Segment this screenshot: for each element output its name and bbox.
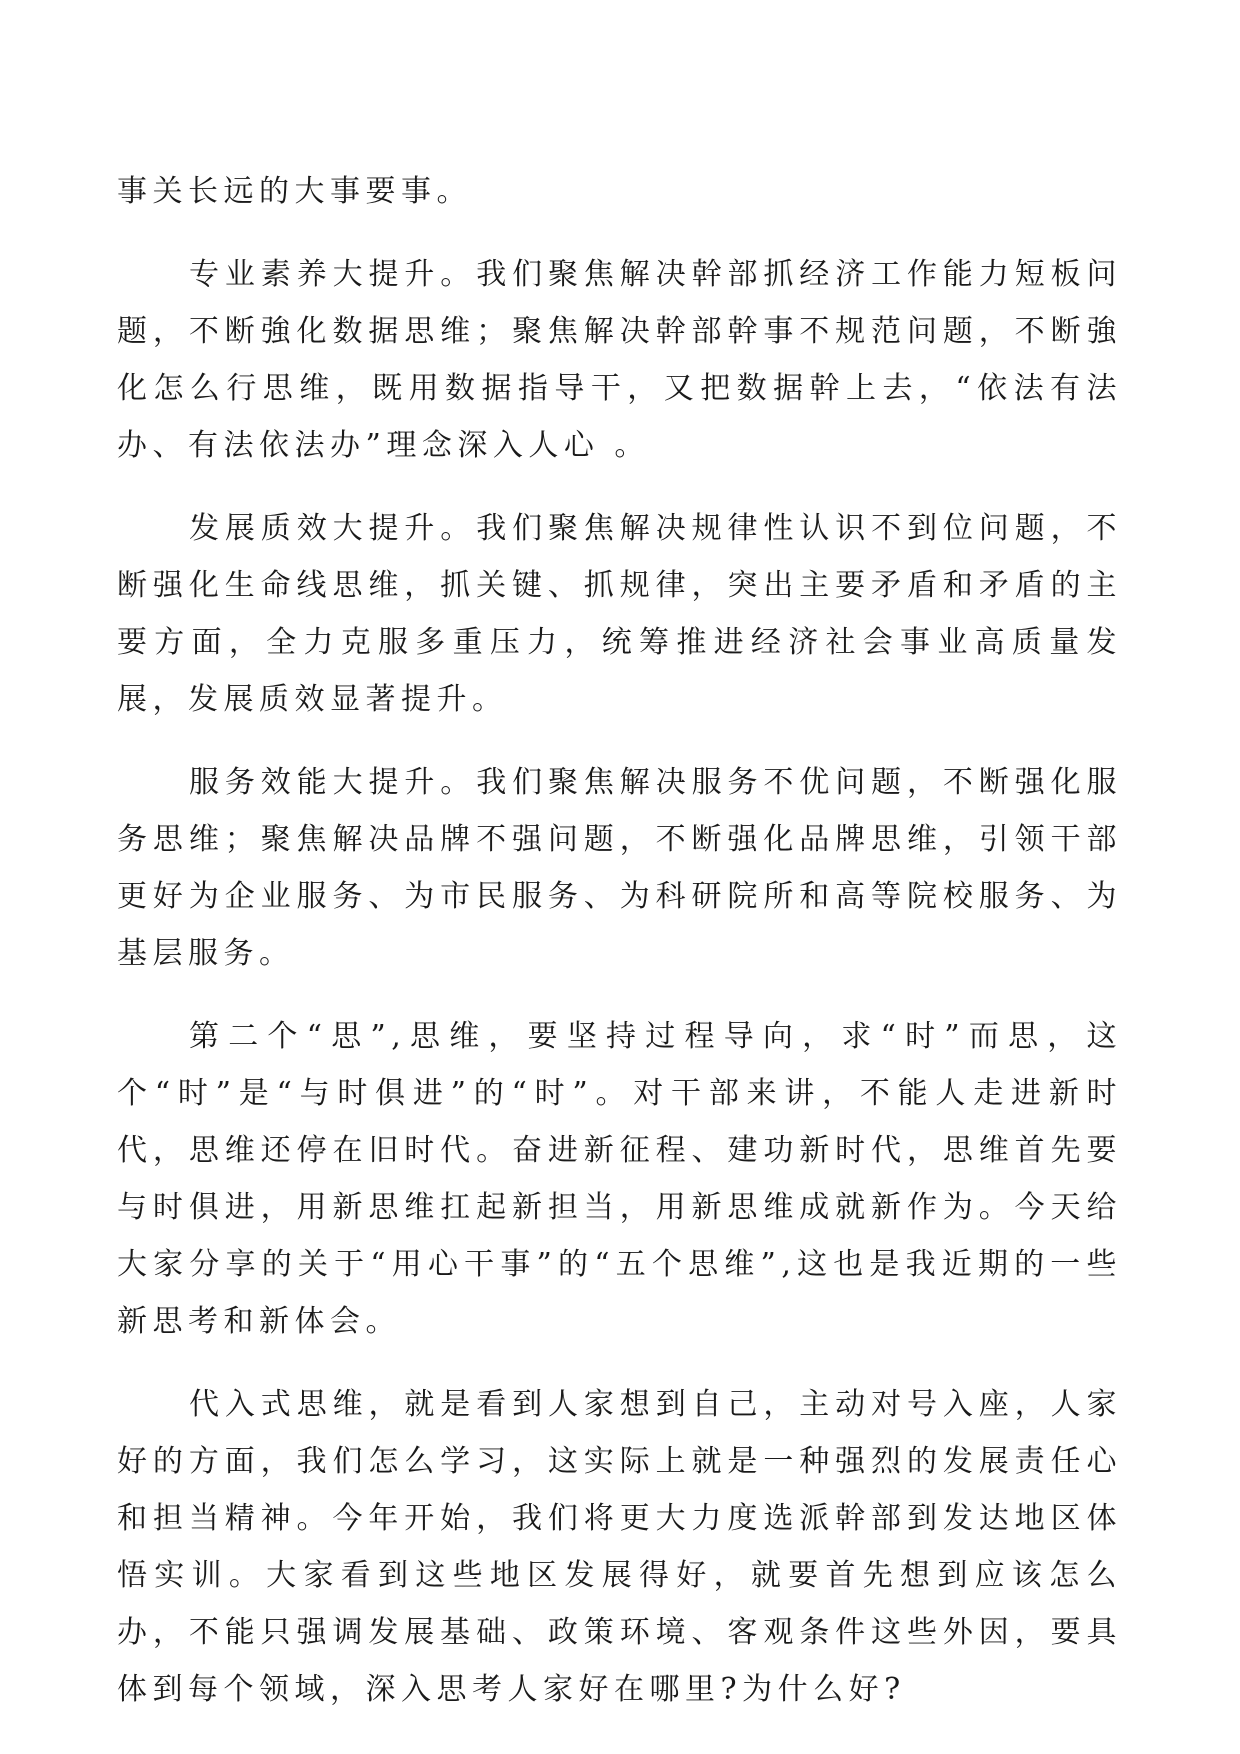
paragraph-substitution-thinking: 代入式思维，就是看到人家想到自己，主动对号入座，人家好的方面，我们怎么学习，这实际上就是一种强烈的发展责任心和担当精神。今年开始，我们将更大力度选派幹部到发达地区体悟实训。大家看到这些地区发展得好，就要首先想到应该怎么办，不能只强调发展基础、政策环境、客观条件这些外因，要具体到每个领域，深入思考人家好在哪里?为什么好? bbox=[117, 1387, 1122, 1707]
paragraph-service-efficiency: 服务效能大提升。我们聚焦解决服务不优问题，不断强化服务思维；聚焦解决品牌不强问题，不断强化品牌思维，引领干部更好为企业服务、为市民服务、为科研院所和高等院校服务、为基层服务。 bbox=[117, 765, 1122, 971]
paragraph-professional-quality: 专业素养大提升。我们聚焦解决幹部抓经济工作能力短板问题，不断強化数据思维；聚焦解决幹部幹事不规范问题，不断強化怎么行思维，既用数据指导干，又把数据幹上去，“依法有法办、有法依法办”理念深入人心 。 bbox=[117, 257, 1122, 463]
paragraph-continuation: 事关长远的大事要事。 bbox=[117, 174, 472, 209]
paragraph-second-thinking: 第二个“思”,思维，要坚持过程导向，求“时”而思，这个“时”是“与时俱进”的“时”。对干部来讲，不能人走进新时代，思维还停在旧时代。奋进新征程、建功新时代，思维首先要与时俱进，用新思维扛起新担当，用新思维成就新作为。今天给大家分享的关于“用心干事”的“五个思维”,这也是我近期的一些新思考和新体会。 bbox=[117, 1019, 1122, 1339]
document-body bbox=[117, 163, 1122, 1744]
paragraph-development-efficiency: 发展质效大提升。我们聚焦解决规律性认识不到位问题，不断强化生命线思维，抓关键、抓规律，突出主要矛盾和矛盾的主要方面，全力克服多重压力，统筹推进经济社会事业高质量发展，发展质效显著提升。 bbox=[117, 511, 1122, 717]
